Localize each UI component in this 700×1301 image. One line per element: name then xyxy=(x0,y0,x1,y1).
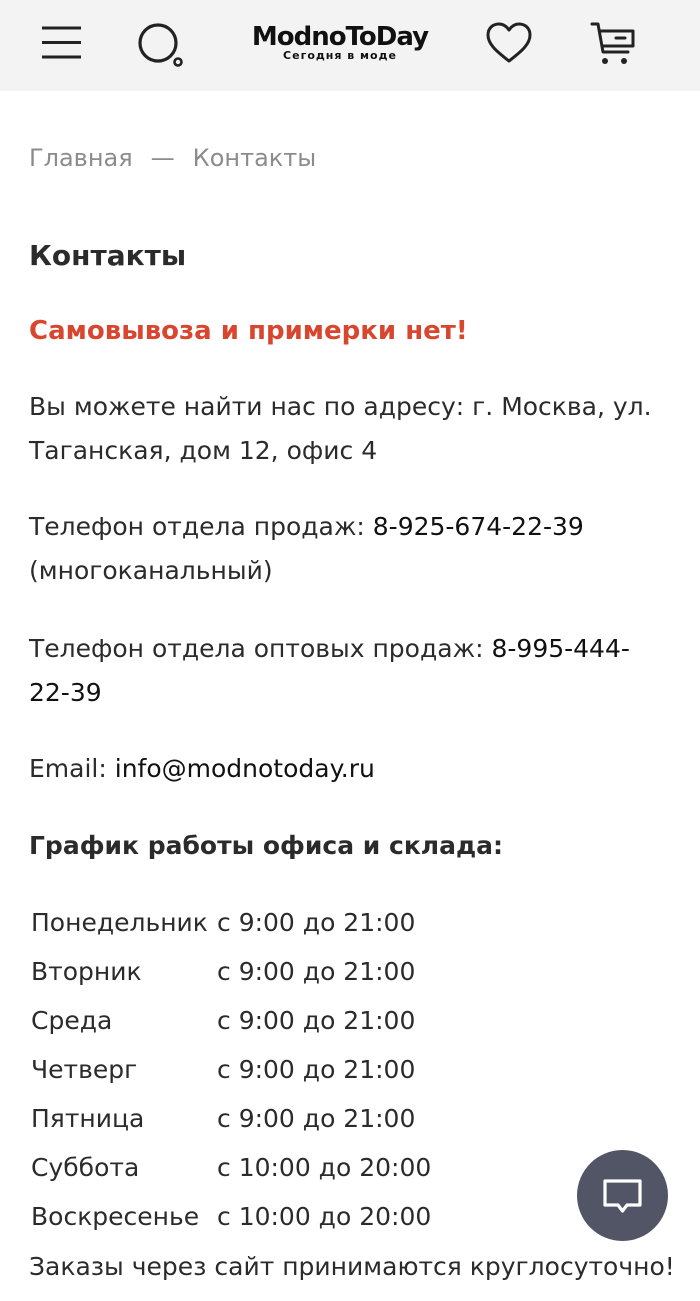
pickup-alert: Самовывоза и примерки нет! xyxy=(29,316,468,346)
schedule-time: с 9:00 до 21:00 xyxy=(217,957,416,986)
site-header xyxy=(0,0,700,91)
menu-icon[interactable] xyxy=(41,25,82,64)
wholesale-phone-link[interactable]: 8-995-444-22-39 xyxy=(29,634,630,707)
search-icon[interactable] xyxy=(138,23,186,73)
schedule-day: Суббота xyxy=(31,1153,140,1182)
schedule-day: Пятница xyxy=(31,1104,145,1133)
breadcrumb-separator: — xyxy=(150,144,175,172)
schedule-day: Четверг xyxy=(31,1055,138,1084)
schedule-time: с 9:00 до 21:00 xyxy=(217,1104,416,1133)
schedule-time: с 10:00 до 20:00 xyxy=(217,1153,432,1182)
schedule-row xyxy=(31,1143,671,1192)
sales-phone-note: (многоканальный) xyxy=(29,556,273,585)
chat-button[interactable] xyxy=(577,1150,668,1241)
schedule-row xyxy=(31,898,671,947)
breadcrumb xyxy=(29,138,316,178)
breadcrumb-current: Контакты xyxy=(192,144,317,172)
address-paragraph: Вы можете найти нас по адресу: г. Москва, ул. Таганская, дом 12, офис 4 xyxy=(29,392,652,465)
sales-phone-label: Телефон отдела продаж: xyxy=(29,512,365,541)
schedule-time: с 10:00 до 20:00 xyxy=(217,1202,432,1231)
schedule-time: с 9:00 до 21:00 xyxy=(217,908,416,937)
breadcrumb-home-link[interactable]: Главная xyxy=(29,144,133,172)
logo-tagline: Сегодня в моде xyxy=(283,49,397,62)
cart-icon[interactable] xyxy=(590,21,636,71)
email-paragraph xyxy=(29,747,669,791)
email-label: Email: xyxy=(29,754,107,783)
page-title: Контакты xyxy=(29,239,187,272)
email-link[interactable]: info@modnotoday.ru xyxy=(114,754,375,783)
logo[interactable] xyxy=(240,22,440,62)
heart-icon[interactable] xyxy=(486,22,532,68)
wholesale-phone-label: Телефон отдела оптовых продаж: xyxy=(29,634,484,663)
schedule-day: Вторник xyxy=(31,957,142,986)
schedule-day: Понедельник xyxy=(31,908,208,937)
schedule-time: с 9:00 до 21:00 xyxy=(217,1006,416,1035)
schedule-row xyxy=(31,947,671,996)
wholesale-phone-paragraph xyxy=(29,627,669,715)
schedule-time: с 9:00 до 21:00 xyxy=(217,1055,416,1084)
logo-title: ModnoToDay xyxy=(251,22,429,52)
sales-phone-paragraph xyxy=(29,505,669,593)
schedule-table xyxy=(31,898,671,1241)
schedule-day: Среда xyxy=(31,1006,113,1035)
main-content xyxy=(29,235,675,1281)
schedule-row xyxy=(31,1045,671,1094)
orders-note: Заказы через сайт принимаются круглосуточно! xyxy=(29,1252,675,1281)
schedule-row xyxy=(31,1094,671,1143)
schedule-day: Воскресенье xyxy=(31,1202,200,1231)
sales-phone-link[interactable]: 8-925-674-22-39 xyxy=(372,512,584,541)
schedule-row xyxy=(31,996,671,1045)
schedule-title: График работы офиса и склада: xyxy=(29,831,504,860)
schedule-row xyxy=(31,1192,671,1241)
